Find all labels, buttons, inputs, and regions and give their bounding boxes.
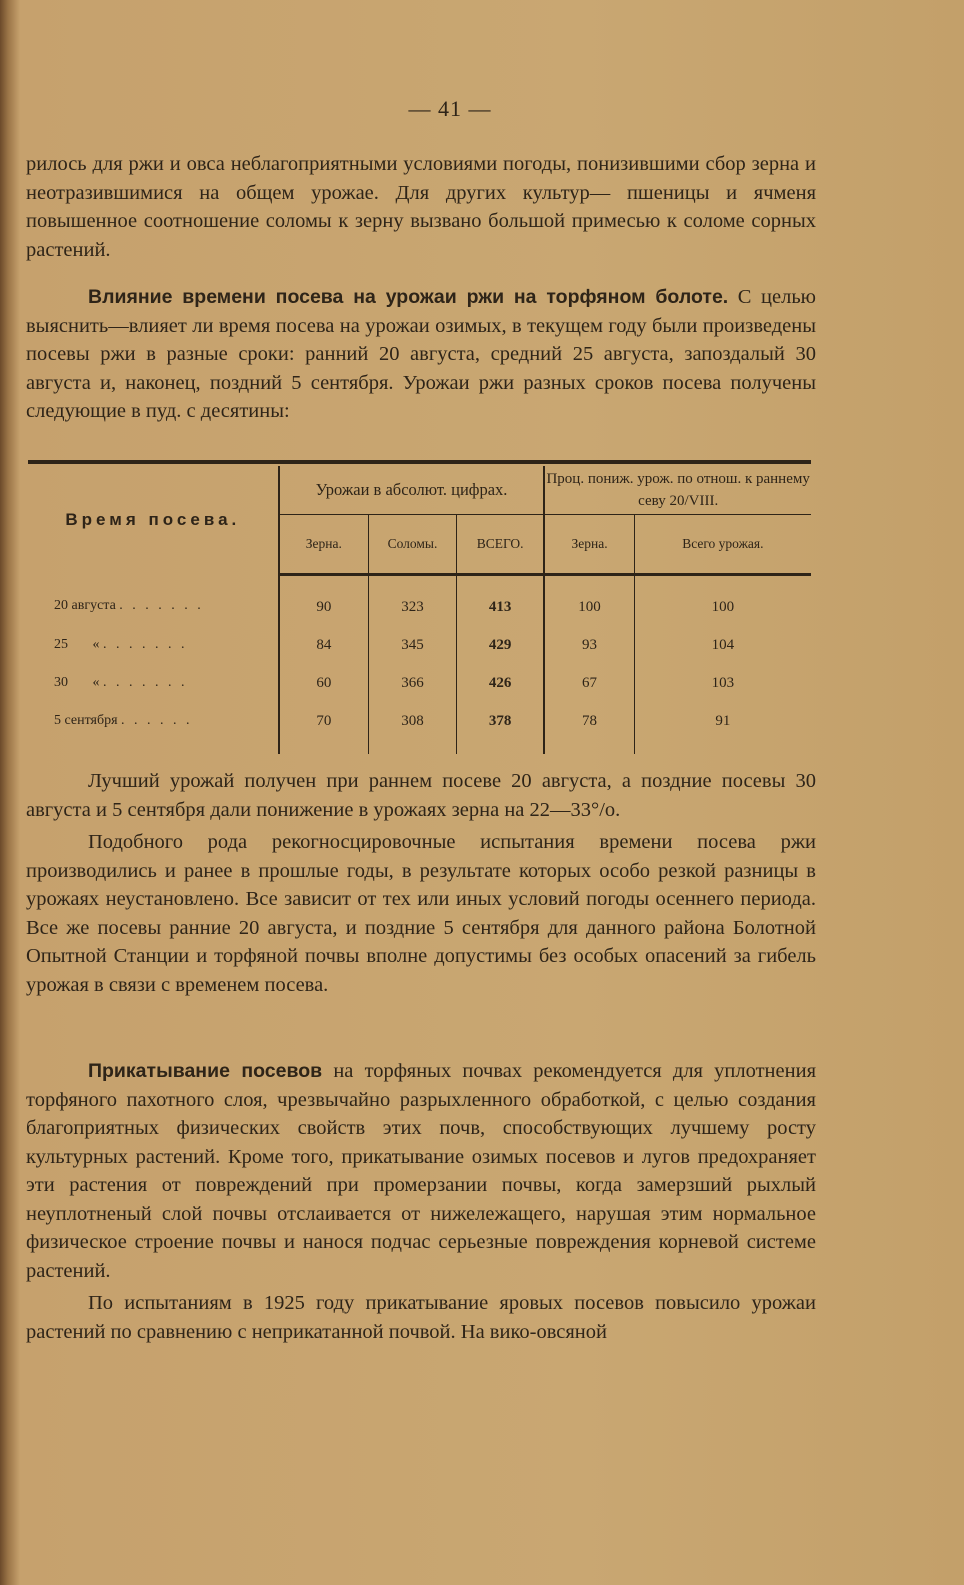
paragraph-similar-trials: Подобного рода рекогносцировочные испытания времени посева ржи производились и ранее в прошлые годы, в результате которых особо резкой разницы в урожаях неустановлено. Все зависит от тех или иных условий погоды осеннего периода. Все же посевы ранние 20 августа, и поздние 5 сентября для данного района Болотной Опытной Станции и торфяной почвы вполне допустимы без особых опасений за гибель урожая в связи с временем посева. (26, 831, 816, 996)
cell-total: 413 (456, 575, 544, 627)
table-row (28, 575, 811, 627)
section-rolling (26, 1057, 816, 1346)
cell-total-pct: 91 (715, 712, 731, 729)
cell-total-pct: 104 (711, 636, 735, 653)
row-label: 25 « . . . . . . . (28, 626, 279, 664)
section-sowing-time (26, 283, 816, 426)
paragraph-text: рилось для ржи и овса неблагоприятными условиями погоды, понизившими сбор зерна и неотразившимися на общем урожае. Для других культур— пшеницы и ячменя повышенное соотношение соломы к зерну вызвано большой примесью к соломе сорных растений. (26, 153, 816, 261)
table-row (28, 702, 811, 740)
sub-header-grain-pct: Зерна. (544, 515, 634, 575)
cell-straw: 323 (369, 575, 457, 627)
section-paragraph (26, 283, 816, 426)
sub-header-straw: Соломы. (369, 515, 457, 575)
paragraph-continuation (26, 150, 816, 264)
table-row (28, 626, 811, 664)
row-label: 30 « . . . . . . . (28, 664, 279, 702)
cell-grain: 90 (279, 575, 369, 627)
cell-straw: 345 (369, 626, 457, 664)
group-header-absolute: Урожаи в абсолют. цифрах. (279, 466, 545, 515)
yield-table (28, 460, 811, 750)
section-heading: Влияние времени посева на урожаи ржи на торфяном болоте. (88, 286, 729, 308)
cell-total: 426 (456, 664, 544, 702)
row-label: 5 сентября . . . . . . (28, 702, 279, 740)
cell-grain: 84 (279, 626, 369, 664)
cell-grain-pct: 100 (544, 575, 634, 627)
section-text: С целью выяснить—влияет ли время посева на урожаи озимых, в текущем году были произведены посевы ржи в разные сроки: ранний 20 августа, средний 25 августа, запоздалый 30 августа и, наконец, поздний 5 сентября. Урожаи ржи разных сроков посева получены следующие в пуд. с десятины: (26, 286, 816, 422)
cell-total-pct: 100 (711, 598, 735, 615)
sub-header-total: ВСЕГО. (456, 515, 544, 575)
cell-grain: 60 (279, 664, 369, 702)
cell-total: 429 (456, 626, 544, 664)
cell-straw: 308 (369, 702, 457, 740)
cell-total-pct: 103 (711, 674, 735, 691)
group-header-percent: Проц. пониж. урож. по отнош. к раннему севу 20/VIII. (544, 466, 811, 515)
section-heading: Прикатывание посевов (88, 1060, 323, 1082)
table-bottom-spacer (28, 740, 811, 754)
cell-grain: 70 (279, 702, 369, 740)
page-number: — 41 — (408, 96, 492, 121)
table-row (28, 664, 811, 702)
cell-grain-pct: 78 (544, 702, 634, 740)
results-paragraphs (26, 767, 816, 999)
cell-grain-pct: 67 (544, 664, 634, 702)
sub-header-grain: Зерна. (279, 515, 369, 575)
cell-straw: 366 (369, 664, 457, 702)
row-label: 20 августа . . . . . . . (28, 575, 279, 627)
sub-header-total-yield-pct: Всего урожая. (634, 515, 811, 575)
paragraph-best-yield: Лучший урожай получен при раннем посеве 20 августа, а поздние посевы 30 августа и 5 сентября дали понижение в урожаях зерна на 22—33°/о. (26, 770, 816, 821)
yield-data-table (28, 466, 811, 754)
section-text: на торфяных почвах рекомендуется для уплотнения торфяного пахотного слоя, чрезвычайно разрыхленного обработкой, с целью создания благоприятных физических свойств этих почв, способствующих лучшему росту культурных растений. Кроме того, прикатывание озимых посевов и лугов предохраняет эти растения от повреждений при промерзании почвы, когда замерзший рыхлый неуплотненый слой почвы отслаивается от нижележащего, нарушая этим нормальное физическое строение почвы и нанося подчас серьезные повреждения корневой системе растений. (26, 1060, 816, 1282)
section-paragraph (26, 1057, 816, 1285)
cell-grain-pct: 93 (544, 626, 634, 664)
table-top-rule (28, 460, 811, 464)
cell-total: 378 (456, 702, 544, 740)
column-header-sowing-time: Время посева. (28, 466, 279, 575)
paragraph-1925-trials: По испытаниям в 1925 году прикатывание яровых посевов повысило урожаи растений по сравнению с неприкатанной почвой. На вико-овсяной (26, 1292, 816, 1343)
